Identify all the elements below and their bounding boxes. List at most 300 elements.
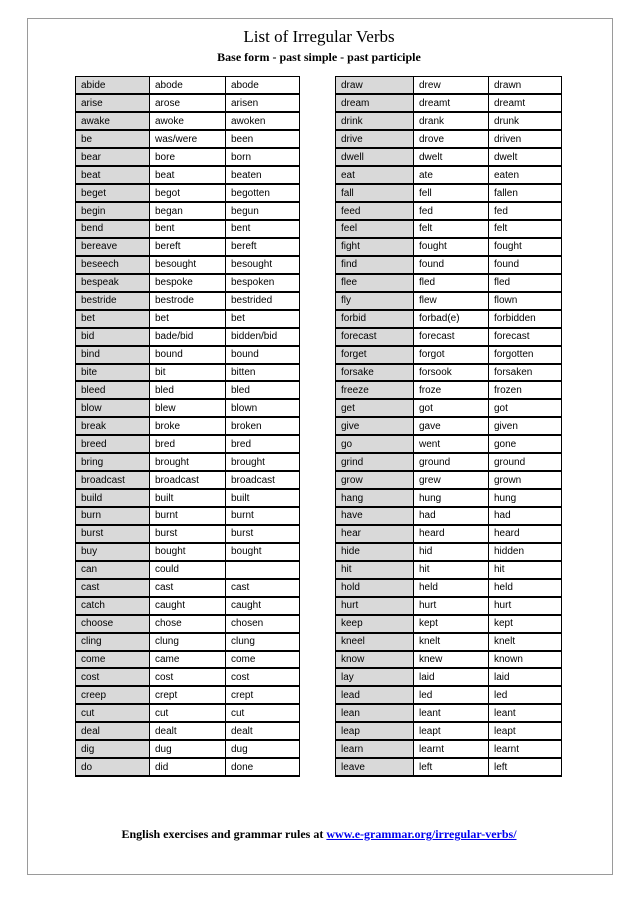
verb-row — [336, 561, 562, 579]
past-simple-cell: chose — [150, 615, 226, 633]
past-simple-cell: grew — [414, 471, 489, 489]
base-form-cell: begin — [76, 202, 150, 220]
base-form-cell: dwell — [336, 148, 414, 166]
past-participle-cell: eaten — [489, 166, 562, 184]
footer-text: English exercises and grammar rules at — [121, 827, 327, 841]
past-participle-cell: begun — [226, 202, 300, 220]
past-participle-cell: forsaken — [489, 364, 562, 382]
verb-row — [336, 130, 562, 148]
verb-row — [336, 166, 562, 184]
verb-row — [76, 220, 300, 238]
past-participle-cell: burst — [226, 525, 300, 543]
verb-row — [76, 597, 300, 615]
past-simple-cell: broadcast — [150, 471, 226, 489]
past-participle-cell: drunk — [489, 112, 562, 130]
verb-row — [336, 220, 562, 238]
base-form-cell: grow — [336, 471, 414, 489]
past-simple-cell: laid — [414, 668, 489, 686]
past-participle-cell: heard — [489, 525, 562, 543]
base-form-cell: hold — [336, 579, 414, 597]
page-subtitle: Base form - past simple - past participle — [217, 50, 421, 64]
past-simple-cell: drew — [414, 77, 489, 95]
verb-row — [76, 112, 300, 130]
past-simple-cell: bestrode — [150, 292, 226, 310]
base-form-cell: feed — [336, 202, 414, 220]
past-participle-cell: burnt — [226, 507, 300, 525]
past-participle-cell: gone — [489, 435, 562, 453]
verb-table-right — [335, 76, 562, 777]
verb-row — [76, 364, 300, 382]
verb-row — [76, 740, 300, 758]
past-participle-cell: ground — [489, 453, 562, 471]
past-simple-cell: began — [150, 202, 226, 220]
past-participle-cell: fought — [489, 238, 562, 256]
base-form-cell: hang — [336, 489, 414, 507]
past-simple-cell: came — [150, 651, 226, 669]
past-participle-cell: felt — [489, 220, 562, 238]
past-participle-cell: grown — [489, 471, 562, 489]
past-participle-cell: drawn — [489, 77, 562, 95]
past-simple-cell: hit — [414, 561, 489, 579]
base-form-cell: hear — [336, 525, 414, 543]
past-participle-cell: bled — [226, 381, 300, 399]
verb-row — [76, 77, 300, 95]
base-form-cell: drink — [336, 112, 414, 130]
past-simple-cell: dug — [150, 740, 226, 758]
verb-row — [76, 507, 300, 525]
base-form-cell: lead — [336, 686, 414, 704]
past-simple-cell: bet — [150, 310, 226, 328]
past-simple-cell: ground — [414, 453, 489, 471]
base-form-cell: give — [336, 417, 414, 435]
past-simple-cell: hurt — [414, 597, 489, 615]
past-simple-cell: leant — [414, 704, 489, 722]
past-simple-cell: clung — [150, 633, 226, 651]
past-participle-cell: hidden — [489, 543, 562, 561]
past-participle-cell: come — [226, 651, 300, 669]
past-participle-cell: blown — [226, 399, 300, 417]
past-simple-cell: begot — [150, 184, 226, 202]
past-simple-cell: bespoke — [150, 274, 226, 292]
verb-row — [336, 184, 562, 202]
verb-row — [76, 310, 300, 328]
past-participle-cell: kept — [489, 615, 562, 633]
past-simple-cell: fed — [414, 202, 489, 220]
base-form-cell: hit — [336, 561, 414, 579]
past-participle-cell: led — [489, 686, 562, 704]
past-simple-cell: got — [414, 399, 489, 417]
past-participle-cell: cut — [226, 704, 300, 722]
past-simple-cell: was/were — [150, 130, 226, 148]
base-form-cell: drive — [336, 130, 414, 148]
past-participle-cell: dwelt — [489, 148, 562, 166]
verb-row — [76, 758, 300, 776]
base-form-cell: cling — [76, 633, 150, 651]
verb-row — [76, 686, 300, 704]
past-participle-cell: clung — [226, 633, 300, 651]
past-simple-cell: drank — [414, 112, 489, 130]
past-participle-cell: arisen — [226, 94, 300, 112]
past-simple-cell: kept — [414, 615, 489, 633]
past-participle-cell: fallen — [489, 184, 562, 202]
verb-row — [336, 704, 562, 722]
verb-row — [76, 292, 300, 310]
verb-row — [336, 686, 562, 704]
past-simple-cell: forgot — [414, 346, 489, 364]
base-form-cell: go — [336, 435, 414, 453]
past-simple-cell: held — [414, 579, 489, 597]
base-form-cell: creep — [76, 686, 150, 704]
base-form-cell: find — [336, 256, 414, 274]
past-participle-cell: abode — [226, 77, 300, 95]
verb-row — [76, 274, 300, 292]
past-simple-cell: felt — [414, 220, 489, 238]
past-participle-cell: bound — [226, 346, 300, 364]
verb-row — [336, 597, 562, 615]
past-simple-cell: learnt — [414, 740, 489, 758]
past-participle-cell: driven — [489, 130, 562, 148]
base-form-cell: forbid — [336, 310, 414, 328]
base-form-cell: grind — [336, 453, 414, 471]
past-simple-cell: heard — [414, 525, 489, 543]
base-form-cell: leap — [336, 722, 414, 740]
base-form-cell: learn — [336, 740, 414, 758]
past-participle-cell: bought — [226, 543, 300, 561]
verb-row — [336, 274, 562, 292]
verb-row — [76, 704, 300, 722]
base-form-cell: bereave — [76, 238, 150, 256]
verb-row — [336, 256, 562, 274]
verb-row — [76, 543, 300, 561]
past-simple-cell: fled — [414, 274, 489, 292]
verb-row — [336, 77, 562, 95]
verb-row — [76, 256, 300, 274]
past-participle-cell: flown — [489, 292, 562, 310]
base-form-cell: can — [76, 561, 150, 579]
past-participle-cell: chosen — [226, 615, 300, 633]
past-participle-cell: brought — [226, 453, 300, 471]
base-form-cell: dream — [336, 94, 414, 112]
past-simple-cell: dwelt — [414, 148, 489, 166]
past-simple-cell: bled — [150, 381, 226, 399]
verb-row — [336, 579, 562, 597]
base-form-cell: be — [76, 130, 150, 148]
past-participle-cell: beaten — [226, 166, 300, 184]
past-participle-cell: built — [226, 489, 300, 507]
base-form-cell: kneel — [336, 633, 414, 651]
base-form-cell: bleed — [76, 381, 150, 399]
base-form-cell: bestride — [76, 292, 150, 310]
past-simple-cell: bade/bid — [150, 328, 226, 346]
past-simple-cell: cut — [150, 704, 226, 722]
base-form-cell: break — [76, 417, 150, 435]
verb-row — [76, 381, 300, 399]
past-simple-cell: cost — [150, 668, 226, 686]
past-simple-cell: ate — [414, 166, 489, 184]
past-participle-cell: frozen — [489, 381, 562, 399]
past-participle-cell: besought — [226, 256, 300, 274]
past-participle-cell: knelt — [489, 633, 562, 651]
past-participle-cell: fed — [489, 202, 562, 220]
past-simple-cell: knew — [414, 651, 489, 669]
verb-row — [76, 399, 300, 417]
past-participle-cell: found — [489, 256, 562, 274]
past-participle-cell: held — [489, 579, 562, 597]
verb-row — [336, 328, 562, 346]
past-simple-cell: did — [150, 758, 226, 776]
verb-row — [76, 94, 300, 112]
base-form-cell: burst — [76, 525, 150, 543]
verb-row — [336, 758, 562, 776]
base-form-cell: catch — [76, 597, 150, 615]
past-simple-cell: caught — [150, 597, 226, 615]
base-form-cell: hide — [336, 543, 414, 561]
base-form-cell: bend — [76, 220, 150, 238]
verb-row — [76, 525, 300, 543]
verb-row — [76, 471, 300, 489]
verb-row — [336, 722, 562, 740]
verb-row — [76, 166, 300, 184]
past-simple-cell: knelt — [414, 633, 489, 651]
verb-row — [336, 112, 562, 130]
past-participle-cell: bestrided — [226, 292, 300, 310]
base-form-cell: beat — [76, 166, 150, 184]
past-simple-cell: bent — [150, 220, 226, 238]
past-participle-cell: begotten — [226, 184, 300, 202]
base-form-cell: keep — [336, 615, 414, 633]
base-form-cell: forecast — [336, 328, 414, 346]
base-form-cell: lean — [336, 704, 414, 722]
page-title: List of Irregular Verbs — [243, 27, 395, 46]
past-simple-cell: had — [414, 507, 489, 525]
past-simple-cell: bore — [150, 148, 226, 166]
past-participle-cell: learnt — [489, 740, 562, 758]
past-simple-cell: bereft — [150, 238, 226, 256]
past-simple-cell: crept — [150, 686, 226, 704]
verb-row — [76, 489, 300, 507]
past-participle-cell: dreamt — [489, 94, 562, 112]
past-simple-cell: forsook — [414, 364, 489, 382]
past-participle-cell: leapt — [489, 722, 562, 740]
past-participle-cell — [226, 561, 300, 579]
verb-row — [336, 399, 562, 417]
verb-row — [336, 453, 562, 471]
past-simple-cell: hung — [414, 489, 489, 507]
base-form-cell: bring — [76, 453, 150, 471]
base-form-cell: know — [336, 651, 414, 669]
base-form-cell: arise — [76, 94, 150, 112]
verb-row — [336, 525, 562, 543]
base-form-cell: lay — [336, 668, 414, 686]
past-simple-cell: beat — [150, 166, 226, 184]
verb-row — [336, 346, 562, 364]
past-simple-cell: bred — [150, 435, 226, 453]
base-form-cell: freeze — [336, 381, 414, 399]
verb-row — [76, 633, 300, 651]
past-simple-cell: could — [150, 561, 226, 579]
past-participle-cell: got — [489, 399, 562, 417]
verb-row — [76, 130, 300, 148]
verb-row — [336, 615, 562, 633]
verb-row — [336, 417, 562, 435]
past-participle-cell: forecast — [489, 328, 562, 346]
base-form-cell: fly — [336, 292, 414, 310]
base-form-cell: have — [336, 507, 414, 525]
verb-row — [336, 381, 562, 399]
base-form-cell: flee — [336, 274, 414, 292]
verb-row — [76, 238, 300, 256]
past-simple-cell: built — [150, 489, 226, 507]
base-form-cell: blow — [76, 399, 150, 417]
past-participle-cell: bent — [226, 220, 300, 238]
past-simple-cell: found — [414, 256, 489, 274]
past-participle-cell: dealt — [226, 722, 300, 740]
base-form-cell: cost — [76, 668, 150, 686]
past-simple-cell: leapt — [414, 722, 489, 740]
base-form-cell: feel — [336, 220, 414, 238]
base-form-cell: beget — [76, 184, 150, 202]
base-form-cell: draw — [336, 77, 414, 95]
base-form-cell: fight — [336, 238, 414, 256]
past-simple-cell: dealt — [150, 722, 226, 740]
base-form-cell: come — [76, 651, 150, 669]
past-simple-cell: led — [414, 686, 489, 704]
base-form-cell: buy — [76, 543, 150, 561]
base-form-cell: choose — [76, 615, 150, 633]
past-simple-cell: burnt — [150, 507, 226, 525]
past-simple-cell: froze — [414, 381, 489, 399]
base-form-cell: bid — [76, 328, 150, 346]
past-participle-cell: born — [226, 148, 300, 166]
past-participle-cell: been — [226, 130, 300, 148]
past-simple-cell: drove — [414, 130, 489, 148]
base-form-cell: get — [336, 399, 414, 417]
verb-row — [336, 435, 562, 453]
verb-row — [336, 310, 562, 328]
verb-row — [336, 202, 562, 220]
verb-row — [76, 615, 300, 633]
base-form-cell: leave — [336, 758, 414, 776]
base-form-cell: beseech — [76, 256, 150, 274]
past-participle-cell: broadcast — [226, 471, 300, 489]
base-form-cell: fall — [336, 184, 414, 202]
base-form-cell: cut — [76, 704, 150, 722]
base-form-cell: dig — [76, 740, 150, 758]
past-simple-cell: abode — [150, 77, 226, 95]
past-participle-cell: bespoken — [226, 274, 300, 292]
past-simple-cell: blew — [150, 399, 226, 417]
past-participle-cell: crept — [226, 686, 300, 704]
past-participle-cell: laid — [489, 668, 562, 686]
past-participle-cell: forbidden — [489, 310, 562, 328]
past-simple-cell: left — [414, 758, 489, 776]
verb-row — [76, 328, 300, 346]
footer-link[interactable]: www.e-grammar.org/irregular-verbs/ — [326, 827, 517, 841]
verb-row — [76, 453, 300, 471]
base-form-cell: build — [76, 489, 150, 507]
verb-row — [336, 238, 562, 256]
base-form-cell: bet — [76, 310, 150, 328]
footer — [0, 827, 638, 842]
verb-row — [76, 668, 300, 686]
past-simple-cell: awoke — [150, 112, 226, 130]
past-simple-cell: gave — [414, 417, 489, 435]
past-participle-cell: hurt — [489, 597, 562, 615]
past-participle-cell: known — [489, 651, 562, 669]
past-participle-cell: fled — [489, 274, 562, 292]
base-form-cell: bespeak — [76, 274, 150, 292]
verb-row — [336, 364, 562, 382]
base-form-cell: eat — [336, 166, 414, 184]
verb-row — [336, 543, 562, 561]
base-form-cell: bind — [76, 346, 150, 364]
past-simple-cell: fell — [414, 184, 489, 202]
past-simple-cell: besought — [150, 256, 226, 274]
base-form-cell: bite — [76, 364, 150, 382]
past-participle-cell: given — [489, 417, 562, 435]
verb-row — [76, 148, 300, 166]
past-participle-cell: bred — [226, 435, 300, 453]
past-participle-cell: done — [226, 758, 300, 776]
past-participle-cell: left — [489, 758, 562, 776]
past-simple-cell: broke — [150, 417, 226, 435]
past-participle-cell: cast — [226, 579, 300, 597]
past-simple-cell: forecast — [414, 328, 489, 346]
past-participle-cell: broken — [226, 417, 300, 435]
base-form-cell: forget — [336, 346, 414, 364]
past-participle-cell: awoken — [226, 112, 300, 130]
verb-row — [76, 202, 300, 220]
base-form-cell: awake — [76, 112, 150, 130]
past-simple-cell: cast — [150, 579, 226, 597]
verb-row — [336, 94, 562, 112]
verb-row — [336, 740, 562, 758]
base-form-cell: cast — [76, 579, 150, 597]
past-simple-cell: forbad(e) — [414, 310, 489, 328]
verb-row — [76, 561, 300, 579]
past-simple-cell: burst — [150, 525, 226, 543]
verb-row — [76, 184, 300, 202]
verb-row — [76, 722, 300, 740]
verb-row — [336, 471, 562, 489]
verb-row — [336, 148, 562, 166]
past-simple-cell: hid — [414, 543, 489, 561]
past-participle-cell: hung — [489, 489, 562, 507]
past-participle-cell: dug — [226, 740, 300, 758]
verb-row — [76, 346, 300, 364]
verb-row — [336, 489, 562, 507]
past-simple-cell: went — [414, 435, 489, 453]
past-participle-cell: leant — [489, 704, 562, 722]
base-form-cell: abide — [76, 77, 150, 95]
verb-row — [336, 507, 562, 525]
past-simple-cell: bought — [150, 543, 226, 561]
past-participle-cell: cost — [226, 668, 300, 686]
base-form-cell: breed — [76, 435, 150, 453]
base-form-cell: forsake — [336, 364, 414, 382]
verb-row — [76, 579, 300, 597]
past-participle-cell: bidden/bid — [226, 328, 300, 346]
base-form-cell: bear — [76, 148, 150, 166]
past-simple-cell: dreamt — [414, 94, 489, 112]
verb-row — [336, 651, 562, 669]
verb-row — [76, 417, 300, 435]
past-participle-cell: forgotten — [489, 346, 562, 364]
base-form-cell: hurt — [336, 597, 414, 615]
base-form-cell: burn — [76, 507, 150, 525]
base-form-cell: broadcast — [76, 471, 150, 489]
verb-row — [336, 633, 562, 651]
